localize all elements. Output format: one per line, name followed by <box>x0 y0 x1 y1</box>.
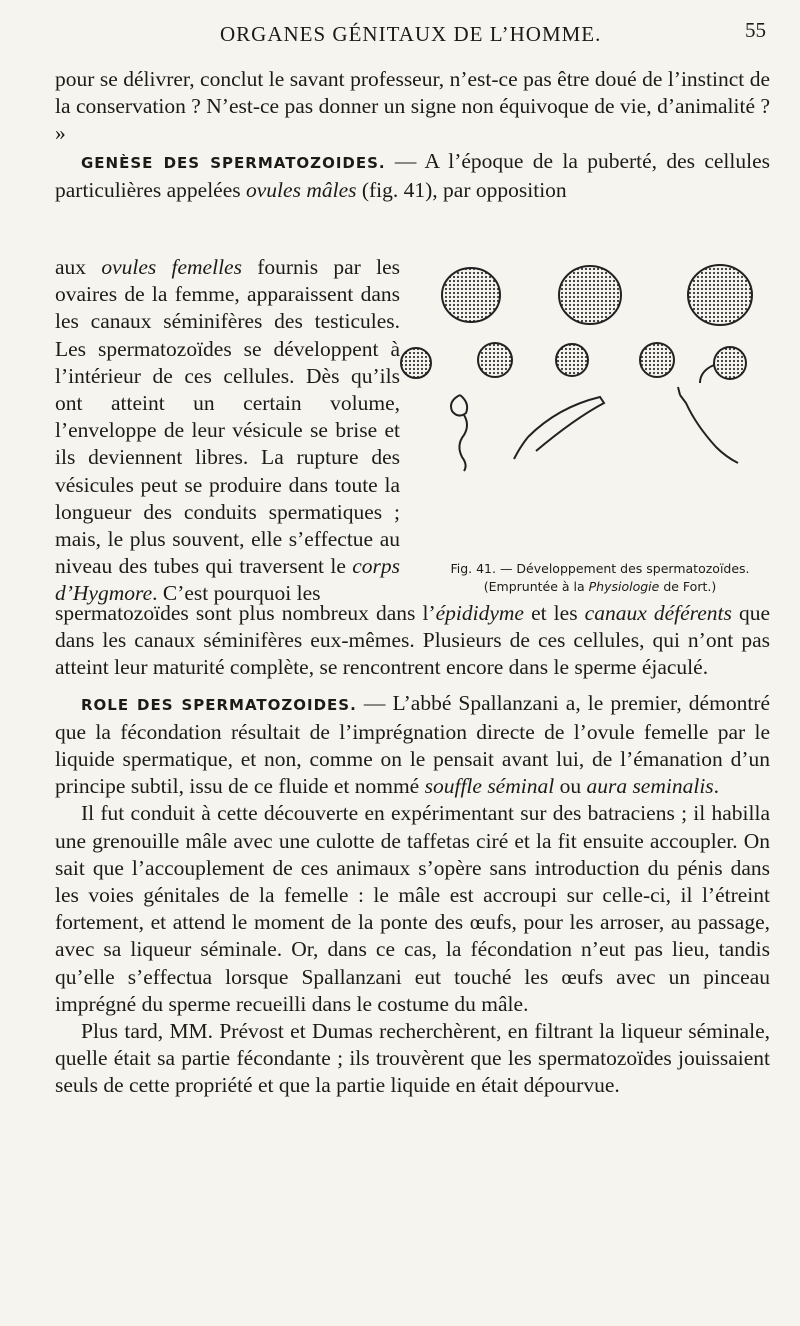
running-title: ORGANES GÉNITAUX DE L’HOMME. <box>220 22 602 46</box>
spermatozoa-row-3 <box>451 387 738 471</box>
caption-label: Fig. 41. — Développement des spermatozoïdes. <box>450 561 750 576</box>
figure-41-spermatozoa-development <box>400 255 780 585</box>
cell-row-2 <box>401 343 746 383</box>
paragraph-quote-end: pour se délivrer, conclut le savant professeur, n’est-ce pas être doué de l’instinct de la conservation ? N’est-ce pas donner un signe non équivoque de vie, d’animalité ? » <box>55 67 770 146</box>
cell-row-1 <box>442 265 752 325</box>
figure-caption <box>410 560 790 596</box>
page-number: 55 <box>745 18 766 42</box>
paragraph-grenouille: Il fut conduit à cette découverte en expérimentant sur des batraciens ; il habilla une grenouille mâle avec une culotte de taffetas ciré et la fit ensuite accoupler. On sait que l’accouplement de ces animaux s’opère sans introduction du pénis dans les voies génitales de la femelle : le mâle est accroupi sur celle-ci, il l’étreint fortement, et attend le moment de la ponte des œufs, pour les arroser, au passage, avec sa liqueur séminale. Or, dans ce cas, la fécondation n’eut pas lieu, tandis qu’elle s’effectua lorsque Spallanzani eut touché les œufs avec un pinceau imprégné du sperme recueilli dans le costume du mâle. <box>55 801 770 1016</box>
wrapped-text-column: aux ovules femelles fournis par les ovaires de la femme, apparaissent dans les canaux séminifères des testicules. Les spermatozoïdes se développent à l’intérieur de ces cellules. Dès qu’ils ont atteint un certain volume, l’enveloppe de leur vésicule se brise et ils deviennent libres. La rupture des vésicules peut se produire dans toute la longueur des conduits spermatiques ; mais, le plus souvent, elle s’effectue au niveau des tubes qui traversent le corps d’Hygmore. C’est pourquoi les <box>55 255 400 606</box>
paragraph-genese: GENÈSE DES SPERMATOZOIDES. — A l’époque de la puberté, des cellules particulières appelées ovules mâles (fig. 41), par opposition <box>55 148 770 202</box>
top-text <box>55 66 770 204</box>
section-heading-genese: GENÈSE DES SPERMATOZOIDES. <box>81 153 386 172</box>
page-header <box>0 18 800 54</box>
paragraph-prevost-dumas: Plus tard, MM. Prévost et Dumas recherchèrent, en filtrant la liqueur séminale, quelle était sa partie fécondante ; ils trouvèrent que les spermatozoïdes jouissaient seuls de cette propriété et que la partie liquide en était dépourvue. <box>55 1019 770 1098</box>
caption-source: (Empruntée à la Physiologie de Fort.) <box>483 579 717 594</box>
section-heading-role: ROLE DES SPERMATOZOIDES. <box>81 695 357 714</box>
continuation-text <box>55 600 770 1100</box>
spermatozoa-illustration <box>400 255 780 555</box>
paragraph-continuation: spermatozoïdes sont plus nombreux dans l’épididyme et les canaux déférents que dans les canaux séminifères eux-mêmes. Plusieurs de ces cellules, qui n’ont pas atteint leur maturité complète, se rencontrent encore dans le sperme éjaculé. <box>55 601 770 680</box>
paragraph-role: ROLE DES SPERMATOZOIDES. — L’abbé Spallanzani a, le premier, démontré que la fécondation résultait de l’imprégnation directe de l’ovule femelle par le liquide spermatique, et non, comme on le pensait avant lui, de l’émanation d’un principe subtil, issu de ce fluide et nommé souffle séminal ou aura seminalis. <box>55 690 770 799</box>
